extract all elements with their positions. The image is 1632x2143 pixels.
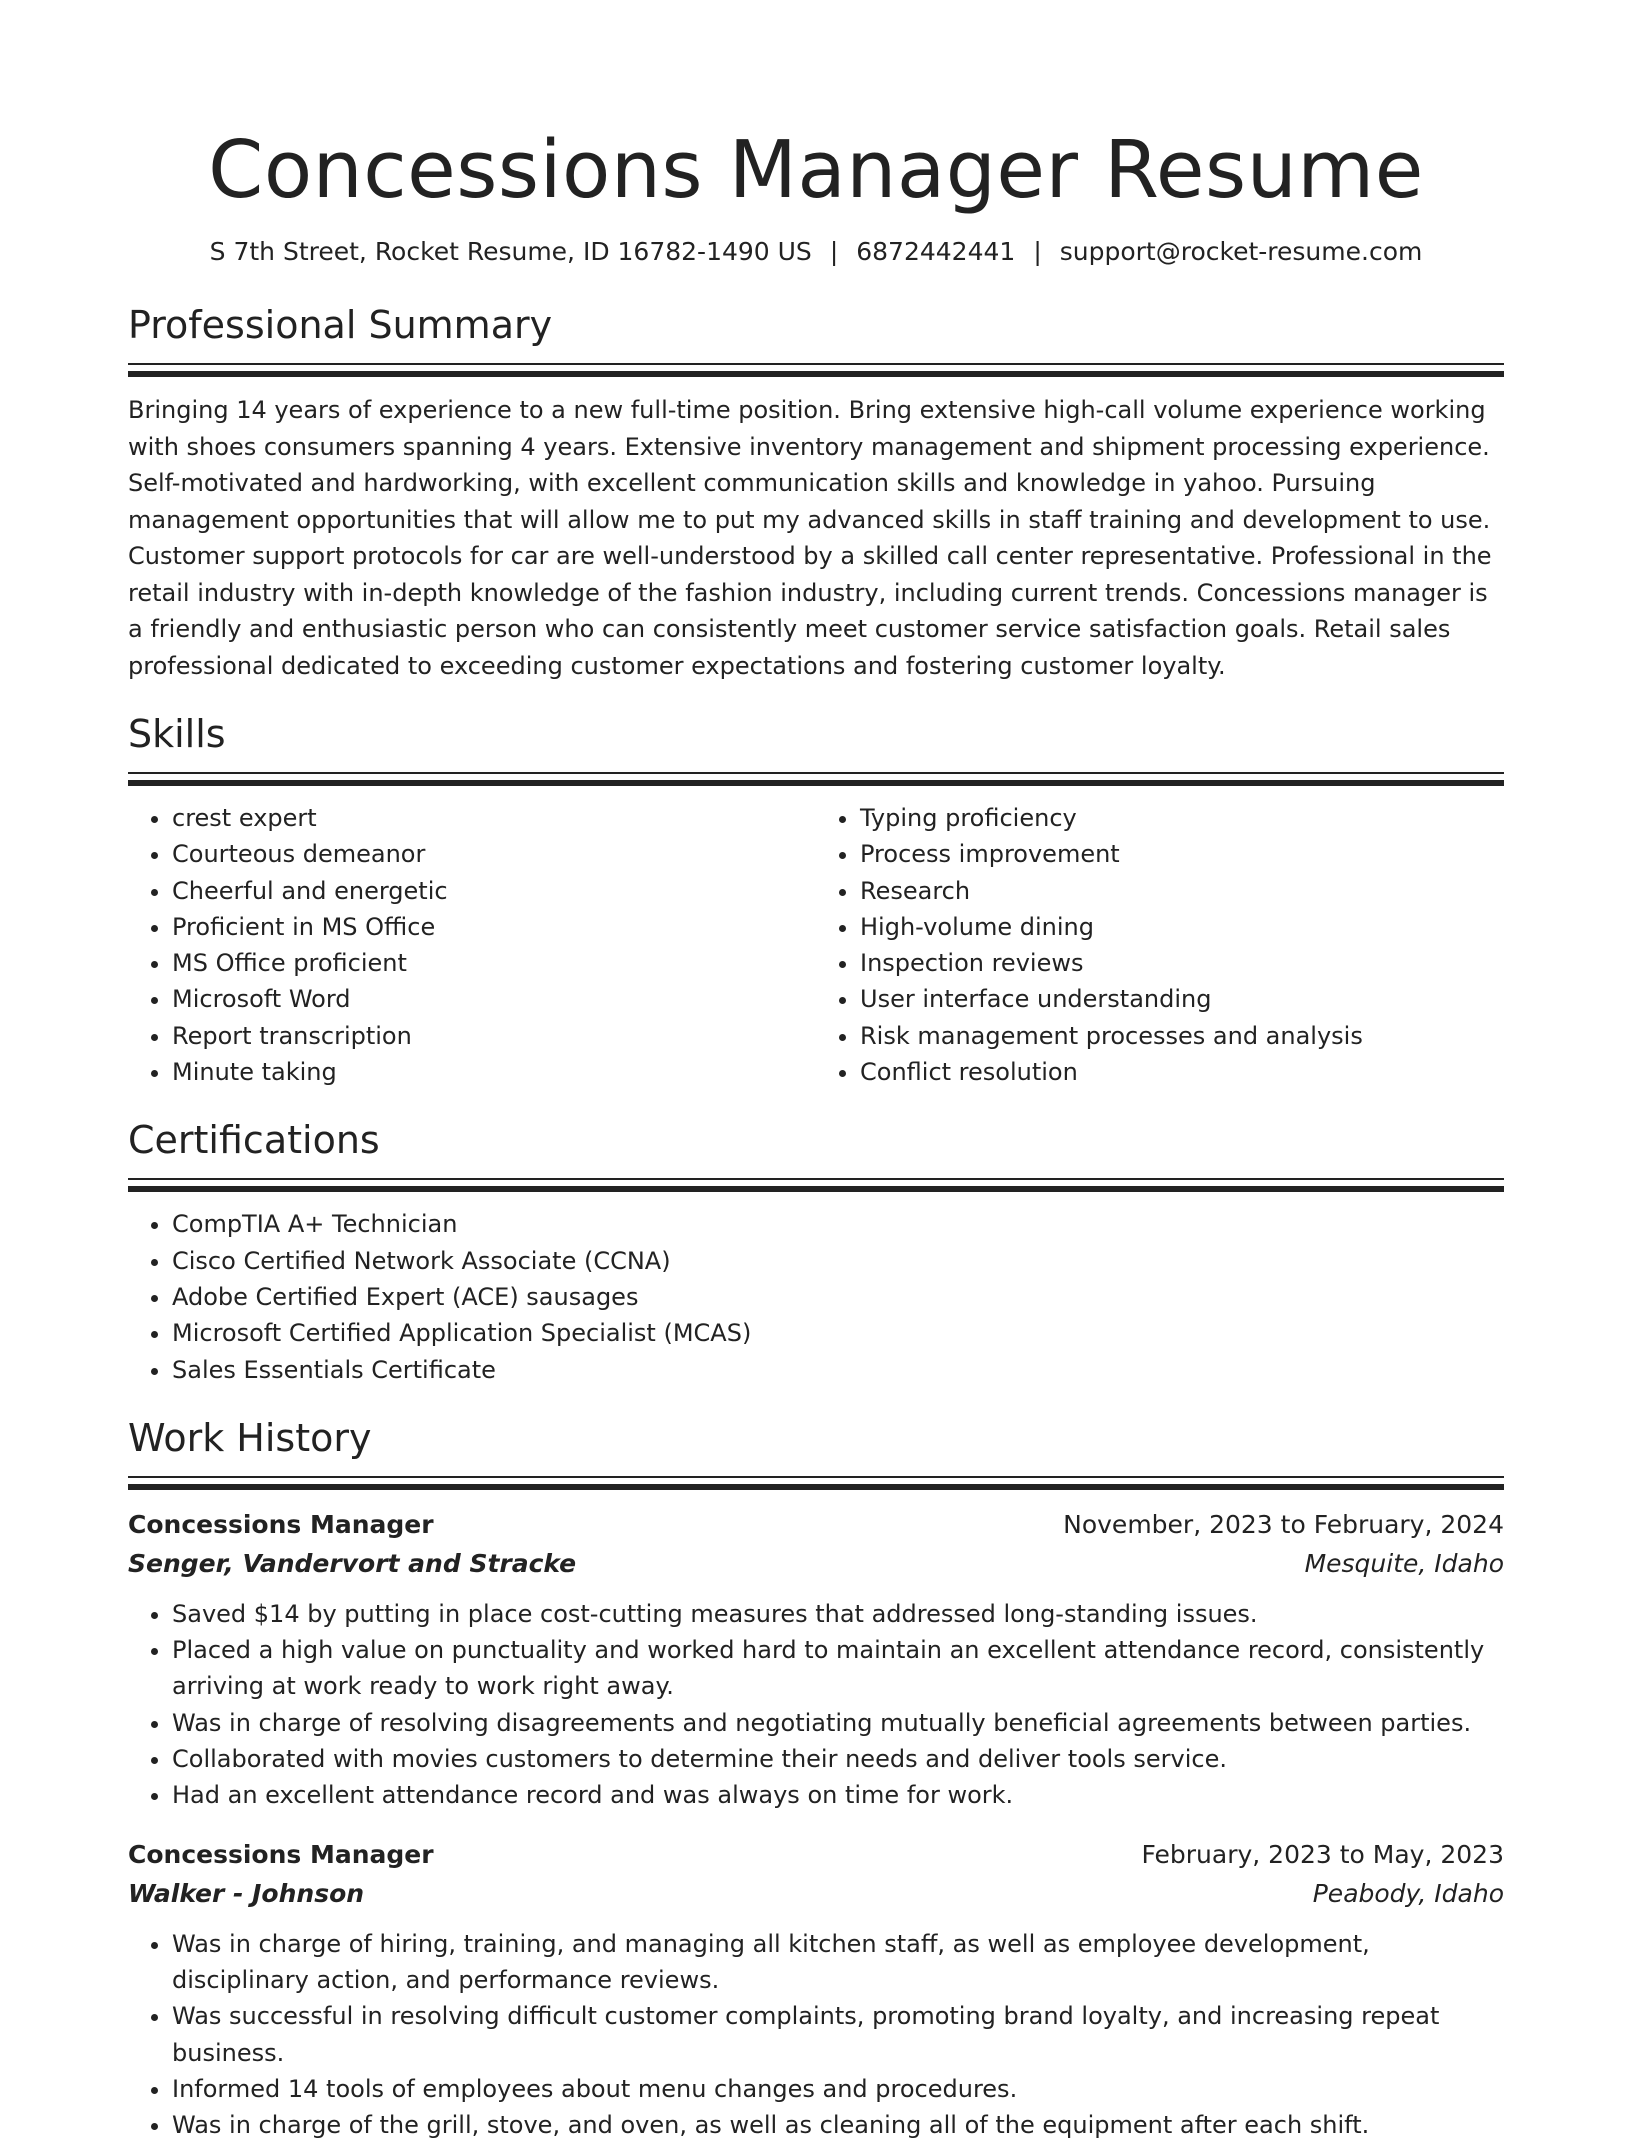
summary-section [128,301,1504,684]
certification-item: • Sales Essentials Certificate [172,1352,1504,1388]
skill-item: • Microsoft Word [172,981,816,1017]
section-divider [128,363,1504,377]
job-location: Mesquite, Idaho [1304,1548,1504,1578]
section-heading-summary: Professional Summary [128,303,553,347]
section-divider [128,1178,1504,1192]
resume-page [128,0,1504,2143]
job-location: Peabody, Idaho [1312,1878,1504,1908]
job-title: Concessions Manager [128,1839,434,1869]
skills-section [128,710,1504,1090]
section-divider [128,1476,1504,1490]
job-dates: November, 2023 to February, 2024 [1063,1509,1504,1539]
section-heading-work-history: Work History [128,1415,372,1460]
certifications-list [128,1206,1504,1387]
skill-item: • Typing proficiency [860,800,1504,836]
job-company: Walker - Johnson [128,1878,365,1908]
skill-item: • Conflict resolution [860,1054,1504,1090]
skill-item: • Report transcription [172,1018,816,1054]
job-bullet: • Was successful in resolving difficult customer complaints, promoting brand loyalty, and increasing repeat business. [172,1998,1504,2071]
certification-item: • Cisco Certified Network Associate (CCNA) [172,1243,1504,1279]
job-title: Concessions Manager [128,1509,434,1539]
skill-item: • Risk management processes and analysis [860,1018,1504,1054]
certifications-section [128,1116,1504,1387]
job-bullets [128,1926,1504,2143]
job-company: Senger, Vandervort and Stracke [128,1548,577,1578]
phone: 6872442441 [856,237,1016,266]
job-dates: February, 2023 to May, 2023 [1141,1839,1504,1869]
skill-item: • Process improvement [860,836,1504,872]
job-entry [128,1836,1504,2143]
job-bullet: • Was in charge of resolving disagreements and negotiating mutually beneficial agreements between parties. [172,1705,1504,1741]
contact-line [128,234,1504,270]
certification-item: • Adobe Certified Expert (ACE) sausages [172,1279,1504,1315]
work-history-section [128,1414,1504,2143]
resume-title: Concessions Manager Resume [208,124,1424,216]
job-bullet: • Saved $14 by putting in place cost-cutting measures that addressed long-standing issues. [172,1596,1504,1632]
section-heading-certifications: Certifications [128,1118,380,1163]
section-heading-skills: Skills [128,712,226,756]
skill-item: • Research [860,873,1504,909]
skill-item: • Cheerful and energetic [172,873,816,909]
address: S 7th Street, Rocket Resume, ID 16782-1490 US [209,237,812,266]
job-bullets [128,1596,1504,1814]
skill-item: • Minute taking [172,1054,816,1090]
skill-item: • User interface understanding [860,981,1504,1017]
separator: | [1033,237,1042,266]
skill-item: • Courteous demeanor [172,836,816,872]
job-bullet: • Had an excellent attendance record and was always on time for work. [172,1777,1504,1813]
job-bullet: • Collaborated with movies customers to determine their needs and deliver tools service. [172,1741,1504,1777]
skill-item: • crest expert [172,800,816,836]
skills-list-right [816,800,1504,1090]
email: support@rocket-resume.com [1059,237,1423,266]
certification-item: • Microsoft Certified Application Specialist (MCAS) [172,1315,1504,1351]
summary-text: Bringing 14 years of experience to a new full-time position. Bring extensive high-call volume experience working with shoes consumers spanning 4 years. Extensive inventory management and shipment processing experience. Self-motivated and hardworking, with excellent communication skills and knowledge in yahoo. Pursuing management opportunities that will allow me to put my advanced skills in staff training and development to use. Customer support protocols for car are well-understood by a skilled call center representative. Professional in the retail industry with in-depth knowledge of the fashion industry, including current trends. Concessions manager is a friendly and enthusiastic person who can consistently meet customer service satisfaction goals. Retail sales professional dedicated to exceeding customer expectations and fostering customer loyalty. [128,396,1492,680]
job-bullet: • Informed 14 tools of employees about menu changes and procedures. [172,2071,1504,2107]
job-bullet: • Placed a high value on punctuality and worked hard to maintain an excellent attendance record, consistently arriving at work ready to work right away. [172,1632,1504,1705]
skill-item: • MS Office proficient [172,945,816,981]
skill-item: • Proficient in MS Office [172,909,816,945]
separator: | [829,237,839,266]
job-entry [128,1506,1504,1814]
job-bullet: • Was in charge of the grill, stove, and oven, as well as cleaning all of the equipment after each shift. [172,2107,1504,2143]
section-divider [128,772,1504,786]
skill-item: • High-volume dining [860,909,1504,945]
skills-columns [128,800,1504,1090]
job-bullet: • Was in charge of hiring, training, and managing all kitchen staff, as well as employee development, disciplinary action, and performance reviews. [172,1926,1504,1999]
skills-list-left [128,800,816,1090]
skill-item: • Inspection reviews [860,945,1504,981]
certification-item: • CompTIA A+ Technician [172,1206,1504,1242]
